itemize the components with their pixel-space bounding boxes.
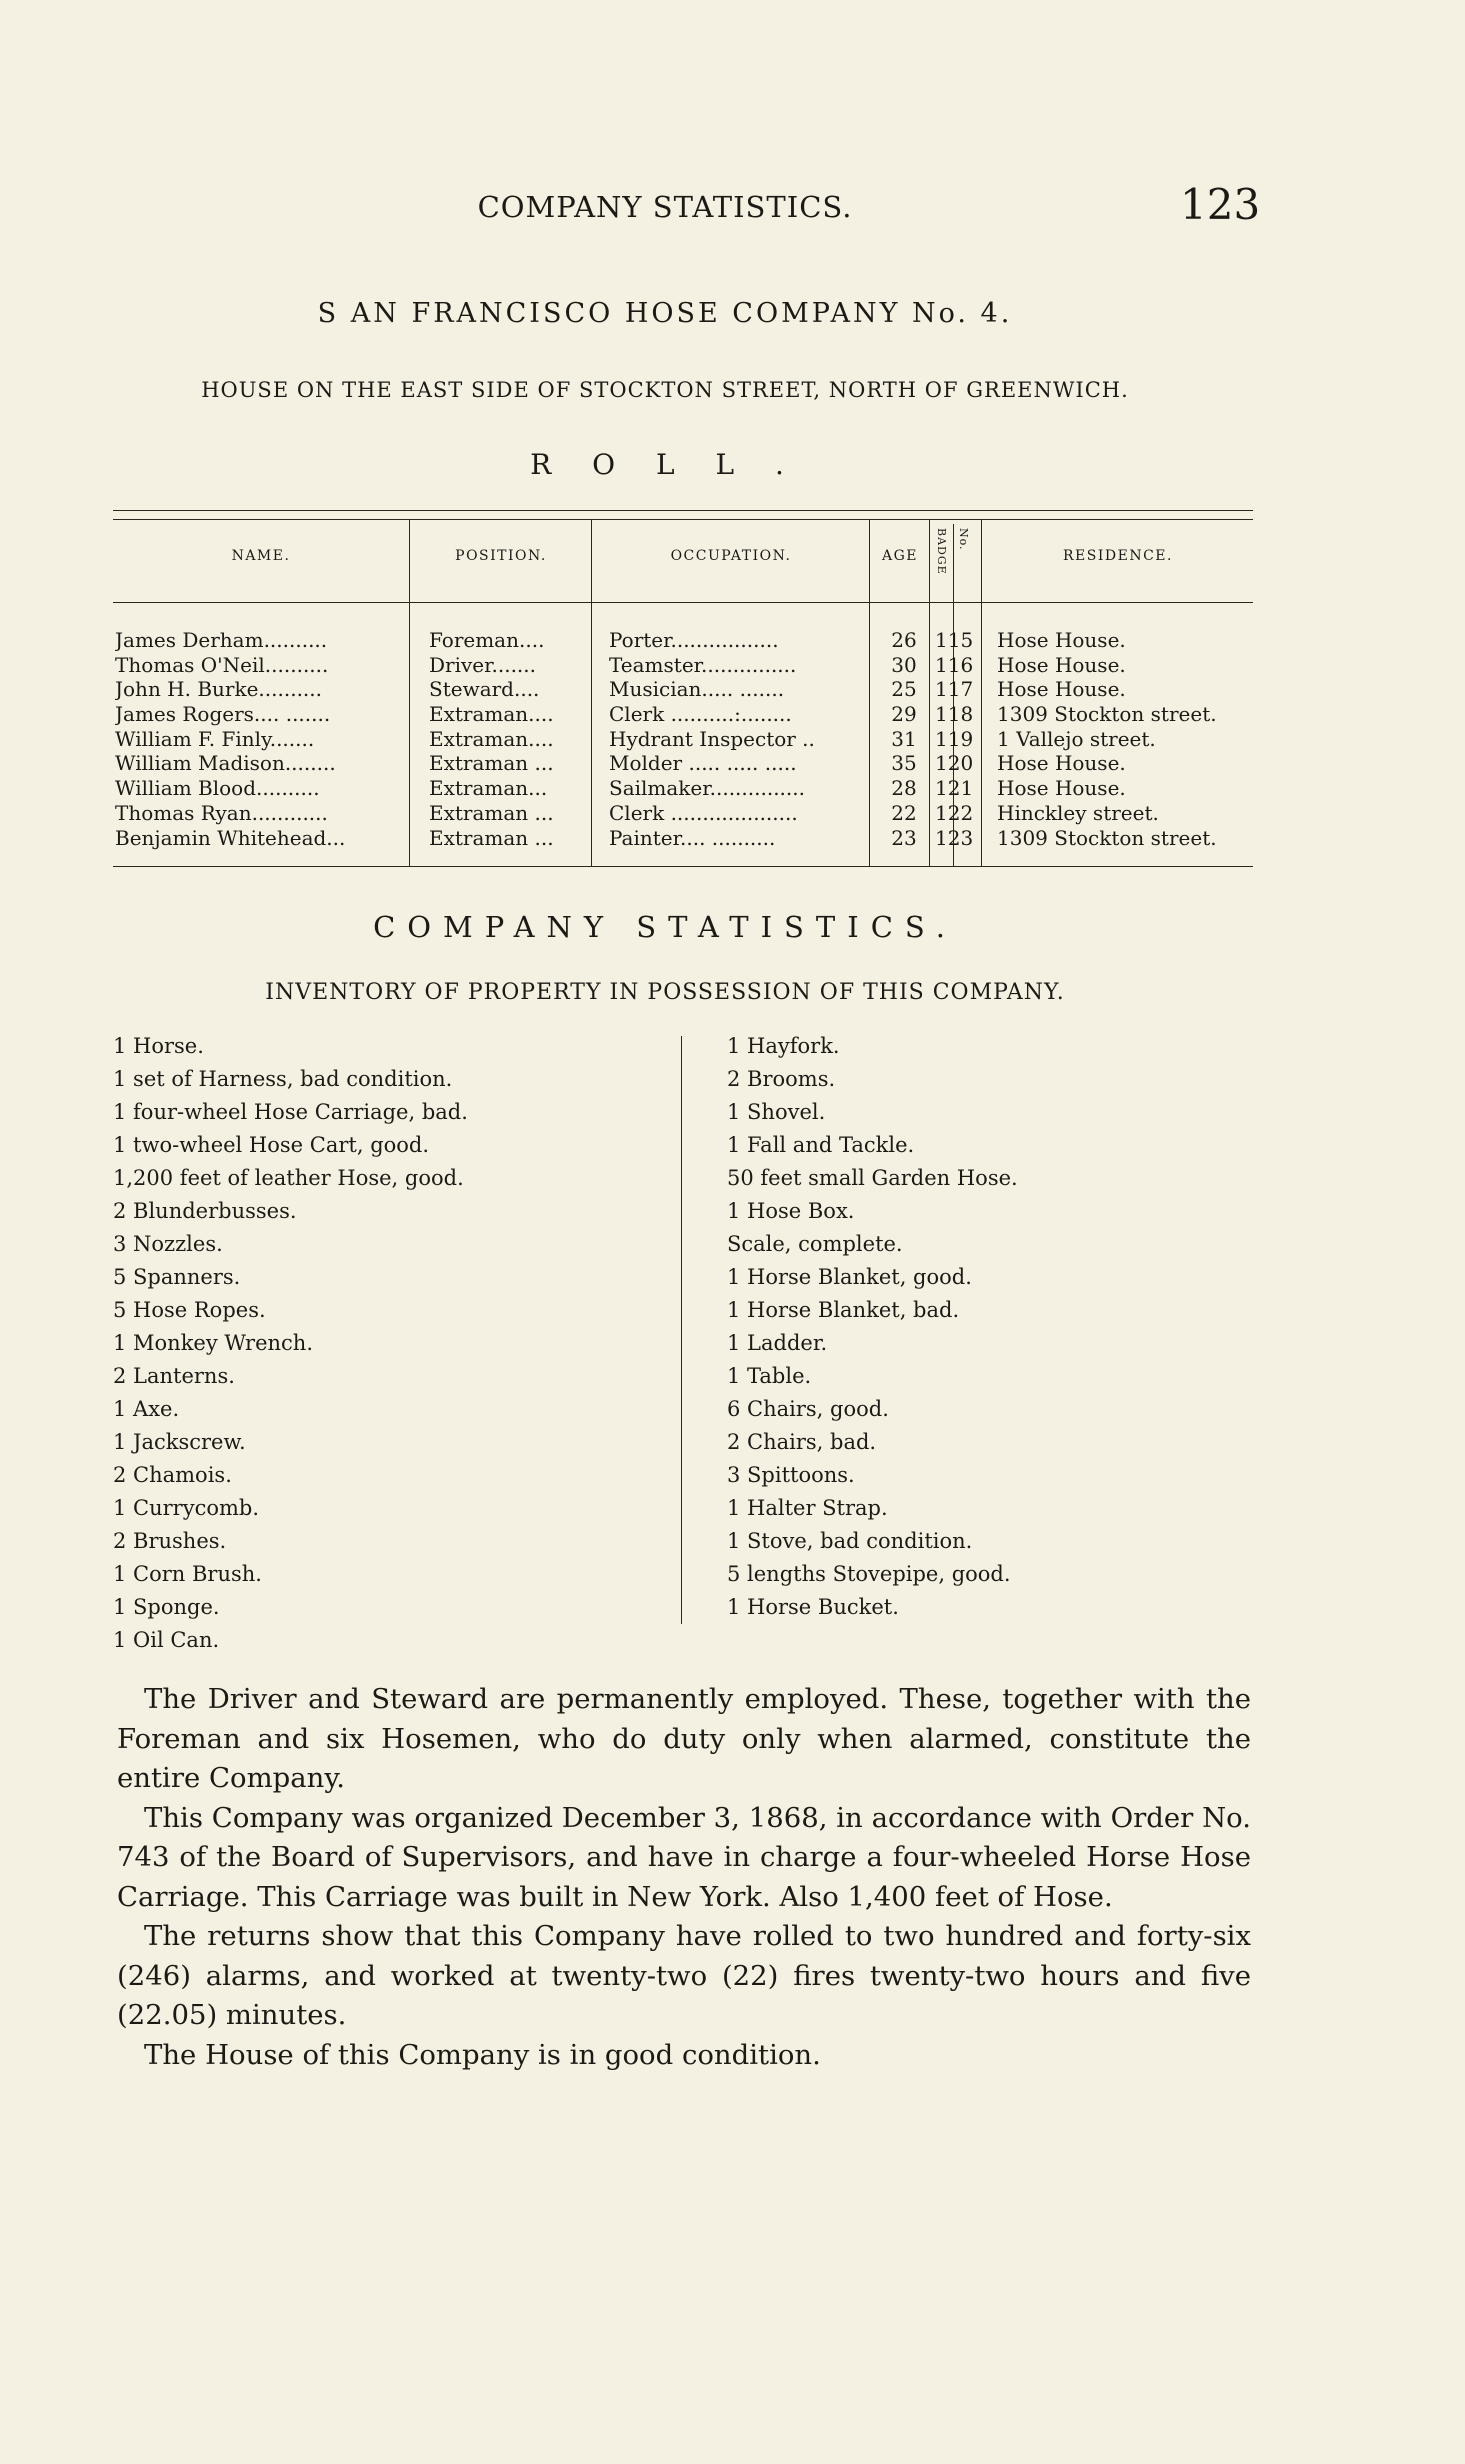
list-item: 2 Brushes. xyxy=(113,1529,227,1553)
list-item: 1 Fall and Tackle. xyxy=(727,1133,915,1157)
list-item: 1,200 feet of leather Hose, good. xyxy=(113,1166,464,1190)
cell-occupation: Painter.... .......... xyxy=(609,825,776,850)
cell-name: James Derham.......... xyxy=(115,628,328,652)
cell-badge: 119 xyxy=(935,726,974,751)
cell-name: William F. Finly....... xyxy=(115,726,315,751)
badge-header-no: No. xyxy=(957,528,970,551)
cell-position: Extraman ... xyxy=(429,825,554,850)
cell-position: Steward.... xyxy=(429,677,540,702)
cell-name: William Blood.......... xyxy=(115,776,320,801)
table-rule xyxy=(113,866,1253,867)
page-number: 123 xyxy=(1180,180,1261,229)
inventory-divider xyxy=(681,1036,682,1624)
column-header-badge xyxy=(931,524,991,600)
badge-header-label: BADGE xyxy=(935,528,948,575)
cell-age: 28 xyxy=(891,776,917,801)
body-text xyxy=(117,1680,1251,2075)
inventory-left-column xyxy=(113,1030,468,1657)
list-item: 5 Hose Ropes. xyxy=(113,1298,266,1322)
list-item: Scale, complete. xyxy=(727,1232,903,1256)
cell-name: William Madison........ xyxy=(115,751,336,776)
roll-heading: R O L L . xyxy=(530,448,800,481)
table-row xyxy=(113,653,1253,678)
cell-residence: 1309 Stockton street. xyxy=(997,702,1217,727)
list-item: 1 Hose Box. xyxy=(727,1199,855,1223)
table-row xyxy=(113,776,1253,801)
table-rule xyxy=(113,602,1253,603)
paragraph: The returns show that this Company have rolled to two hundred and forty-six (246) alarms, and worked at twenty-two (22) fires twenty-two hours and five (22.05) minutes. xyxy=(117,1920,1251,2031)
list-item: 1 Corn Brush. xyxy=(113,1562,262,1586)
cell-name: Thomas O'Neil.......... xyxy=(115,652,329,677)
list-item: 1 Table. xyxy=(727,1364,812,1388)
cell-residence: Hose House. xyxy=(997,677,1126,702)
cell-badge: 115 xyxy=(935,628,974,652)
list-item: 1 Horse Blanket, bad. xyxy=(727,1298,960,1322)
cell-badge: 121 xyxy=(935,776,974,801)
list-item: 50 feet small Garden Hose. xyxy=(727,1166,1018,1190)
list-item: 2 Chairs, bad. xyxy=(727,1430,877,1454)
list-item: 1 Monkey Wrench. xyxy=(113,1331,313,1355)
cell-position: Extraman ... xyxy=(429,800,554,825)
cell-badge: 117 xyxy=(935,677,974,702)
list-item: 1 Halter Strap. xyxy=(727,1496,888,1520)
cell-occupation: Teamster............... xyxy=(609,652,797,677)
paragraph: This Company was organized December 3, 1868, in accordance with Order No. 743 of the Board of Supervisors, and have in charge a four-wheeled Horse Hose Carriage. This Carriage was built in New York. Also 1,400 feet of Hose. xyxy=(117,1801,1251,1913)
table-row xyxy=(113,751,1253,776)
column-header-age: AGE xyxy=(881,548,918,564)
list-item: 1 Currycomb. xyxy=(113,1496,260,1520)
list-item: 3 Nozzles. xyxy=(113,1232,223,1256)
cell-residence: 1309 Stockton street. xyxy=(997,825,1217,850)
house-location: HOUSE ON THE EAST SIDE OF STOCKTON STREET, NORTH OF GREENWICH. xyxy=(201,378,1129,402)
list-item: 2 Blunderbusses. xyxy=(113,1199,297,1223)
list-item: 2 Brooms. xyxy=(727,1067,836,1091)
cell-position: Extraman.... xyxy=(429,726,554,751)
cell-occupation: Clerk .................... xyxy=(609,800,798,825)
cell-occupation: Molder ..... ..... ..... xyxy=(609,751,797,776)
list-item: 1 Stove, bad condition. xyxy=(727,1529,973,1553)
cell-badge: 123 xyxy=(935,825,974,850)
paragraph: The Driver and Steward are permanently employed. These, together with the Foreman and six Hosemen, who do duty only when alarmed, constitute the entire Company. xyxy=(117,1683,1251,1794)
cell-residence: 1 Vallejo street. xyxy=(997,726,1156,751)
paragraph: The House of this Company is in good condition. xyxy=(144,2038,821,2071)
cell-age: 35 xyxy=(891,751,917,776)
list-item: 1 Horse Bucket. xyxy=(727,1595,899,1619)
list-item: 3 Spittoons. xyxy=(727,1463,855,1487)
column-header-name: NAME. xyxy=(231,548,291,564)
cell-residence: Hose House. xyxy=(997,776,1126,801)
statistics-heading: COMPANY STATISTICS. xyxy=(373,910,957,944)
table-row xyxy=(113,801,1253,826)
inventory-heading: INVENTORY OF PROPERTY IN POSSESSION OF THIS COMPANY. xyxy=(265,980,1065,1005)
list-item: 1 Ladder. xyxy=(727,1331,828,1355)
list-item: 1 four-wheel Hose Carriage, bad. xyxy=(113,1100,468,1124)
column-header-residence: RESIDENCE. xyxy=(1063,548,1173,564)
list-item: 1 set of Harness, bad condition. xyxy=(113,1067,453,1091)
cell-age: 29 xyxy=(891,702,917,727)
roll-rows xyxy=(113,628,1253,850)
list-item: 1 Jackscrew. xyxy=(113,1430,246,1454)
cell-name: John H. Burke.......... xyxy=(115,677,323,702)
cell-position: Extraman ... xyxy=(429,751,554,776)
cell-occupation: Musician..... ....... xyxy=(609,677,785,702)
cell-residence: Hose House. xyxy=(997,652,1126,677)
table-rule xyxy=(113,519,1253,520)
cell-age: 30 xyxy=(891,652,917,677)
cell-position: Extraman.... xyxy=(429,702,554,727)
running-header: COMPANY STATISTICS. xyxy=(477,190,853,224)
column-header-occupation: OCCUPATION. xyxy=(670,548,792,564)
company-title: S AN FRANCISCO HOSE COMPANY No. 4. xyxy=(317,298,1013,329)
cell-name: Benjamin Whitehead... xyxy=(115,825,346,850)
cell-position: Foreman.... xyxy=(429,628,545,652)
list-item: 1 Horse Blanket, good. xyxy=(727,1265,972,1289)
cell-position: Extraman... xyxy=(429,776,548,801)
cell-age: 22 xyxy=(891,800,917,825)
cell-occupation: Hydrant Inspector .. xyxy=(609,726,815,751)
cell-residence: Hinckley street. xyxy=(997,800,1159,825)
table-row xyxy=(113,628,1253,653)
list-item: 1 Oil Can. xyxy=(113,1628,220,1652)
cell-occupation: Clerk ..........:........ xyxy=(609,702,792,727)
cell-badge: 116 xyxy=(935,652,974,677)
cell-residence: Hose House. xyxy=(997,628,1126,652)
list-item: 2 Chamois. xyxy=(113,1463,232,1487)
cell-age: 31 xyxy=(891,726,917,751)
list-item: 1 Sponge. xyxy=(113,1595,220,1619)
cell-occupation: Porter................. xyxy=(609,628,779,652)
table-row xyxy=(113,727,1253,752)
list-item: 1 Hayfork. xyxy=(727,1034,840,1058)
column-header-position: POSITION. xyxy=(455,548,547,564)
inventory-right-column xyxy=(727,1030,1018,1624)
cell-age: 23 xyxy=(891,825,917,850)
cell-position: Driver....... xyxy=(429,652,536,677)
table-row xyxy=(113,702,1253,727)
list-item: 6 Chairs, good. xyxy=(727,1397,889,1421)
list-item: 1 two-wheel Hose Cart, good. xyxy=(113,1133,430,1157)
list-item: 2 Lanterns. xyxy=(113,1364,235,1388)
list-item: 1 Shovel. xyxy=(727,1100,826,1124)
table-rule xyxy=(113,510,1253,511)
cell-badge: 120 xyxy=(935,751,974,776)
cell-badge: 118 xyxy=(935,702,974,727)
cell-residence: Hose House. xyxy=(997,751,1126,776)
list-item: 1 Axe. xyxy=(113,1397,180,1421)
cell-occupation: Sailmaker............... xyxy=(609,776,805,801)
cell-badge: 122 xyxy=(935,800,974,825)
cell-name: James Rogers.... ....... xyxy=(115,702,331,727)
list-item: 5 lengths Stovepipe, good. xyxy=(727,1562,1011,1586)
table-row xyxy=(113,677,1253,702)
list-item: 5 Spanners. xyxy=(113,1265,241,1289)
cell-age: 25 xyxy=(891,677,917,702)
list-item: 1 Horse. xyxy=(113,1034,204,1058)
cell-age: 26 xyxy=(891,628,917,652)
table-row xyxy=(113,826,1253,851)
cell-name: Thomas Ryan............ xyxy=(115,800,328,825)
